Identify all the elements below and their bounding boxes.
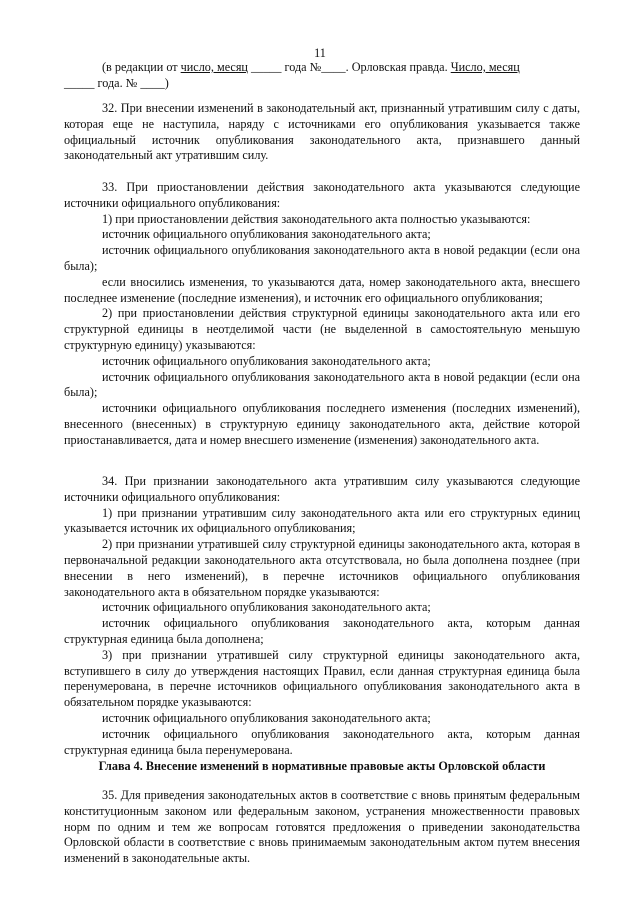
paragraph-33 [64, 180, 580, 449]
edition-note-middle: _____ года №____. Орловская правда. [247, 60, 451, 74]
paragraph-33-item: если вносились изменения, то указываются дата, номер законодательного акта, внесшего последнее изменение (последние изменения), и источник его официального опубликования; [64, 274, 580, 305]
edition-note [64, 60, 580, 92]
edition-note-date-placeholder: число, месяц [180, 60, 248, 74]
paragraph-34-item: 1) при признании утратившим силу законодательного акта или его структурных единиц указывается источник их официального опубликования; [64, 505, 580, 536]
paragraph-32 [64, 101, 580, 164]
paragraph-34-item: 3) при признании утратившей силу структурной единицы законодательного акта, вступившего в силу до утверждения настоящих Правил, если данная структурная единица была перенумерована, в перечне источников официального опубликования законодательного акта в обязательном порядке указываются: [64, 647, 580, 710]
edition-note-line-2: _____ года. № ____) [64, 75, 169, 90]
paragraph-33-item: источники официального опубликования последнего изменения (последних изменений), внесенного (внесенных) в структурную единицу законодательного акта, действие которой приостанавливается, дата и номер внесшего изменение (изменения) законодательного акта. [64, 401, 580, 447]
paragraph-34-intro: 34. При признании законодательного акта утратившим силу указываются следующие источники официального опубликования: [64, 474, 580, 504]
paragraph-33-item: источник официального опубликования законодательного акта в новой редакции (если она была); [64, 369, 580, 400]
paragraph-34-item: источник официального опубликования законодательного акта, которым данная структурная единица была перенумерована. [64, 726, 580, 757]
paragraph-33-item: источник официального опубликования законодательного акта; [102, 227, 431, 242]
edition-note-prefix: (в редакции от [102, 60, 181, 74]
paragraph-35-text: 35. Для приведения законодательных актов в соответствие с вновь принятым федеральным конституционным законом или федеральным законом, устранения множественности правовых норм по одним и тем же вопросам готовятся предложения о приведении законодательства Орловской области в соответствие с вновь принимаемым законодательным актом путем внесения изменений в законодательные акты. [64, 788, 580, 866]
chapter-4-heading-block [64, 759, 580, 775]
paragraph-34-item: источник официального опубликования законодательного акта, которым данная структурная единица была дополнена; [64, 616, 580, 646]
chapter-heading: Глава 4. Внесение изменений в нормативные правовые акты Орловской области [98, 759, 546, 773]
paragraph-34-item: источник официального опубликования законодательного акта; [102, 710, 431, 725]
edition-note-date-placeholder-2: Число, месяц [450, 60, 520, 74]
paragraph-33-item: 2) при приостановлении действия структурной единицы законодательного акта или его структурной единицы в неотделимой части (не выделенной в самостоятельную меньшую структурную единицу) указываются: [64, 306, 580, 352]
paragraph-33-intro: 33. При приостановлении действия законодательного акта указываются следующие источники официального опубликования: [64, 180, 580, 210]
paragraph-34-item: 2) при признании утратившей силу структурной единицы законодательного акта, которая в первоначальной редакции законодательного акта отсутствовала, но была дополнена позднее (при внесении в него изменений), в перечне источников официального опубликования законодательного акта в обязательном порядке указываются: [64, 537, 580, 599]
page-number: 11 [314, 46, 326, 60]
paragraph-34-item: источник официального опубликования законодательного акта; [102, 600, 431, 615]
paragraph-33-item: источник официального опубликования законодательного акта в новой редакции (если она была); [64, 243, 580, 273]
paragraph-33-item: 1) при приостановлении действия законодательного акта полностью указываются: [102, 211, 531, 226]
paragraph-35 [64, 788, 580, 867]
paragraph-34 [64, 474, 580, 758]
paragraph-33-item: источник официального опубликования законодательного акта; [102, 353, 431, 368]
paragraph-32-text: 32. При внесении изменений в законодательный акт, признанный утратившим силу с даты, которая еще не наступила, наряду с источниками его опубликования указывается также официальный источник опубликования законодательного акта, признавшего данный законодательный акт утратившим силу. [64, 101, 580, 163]
